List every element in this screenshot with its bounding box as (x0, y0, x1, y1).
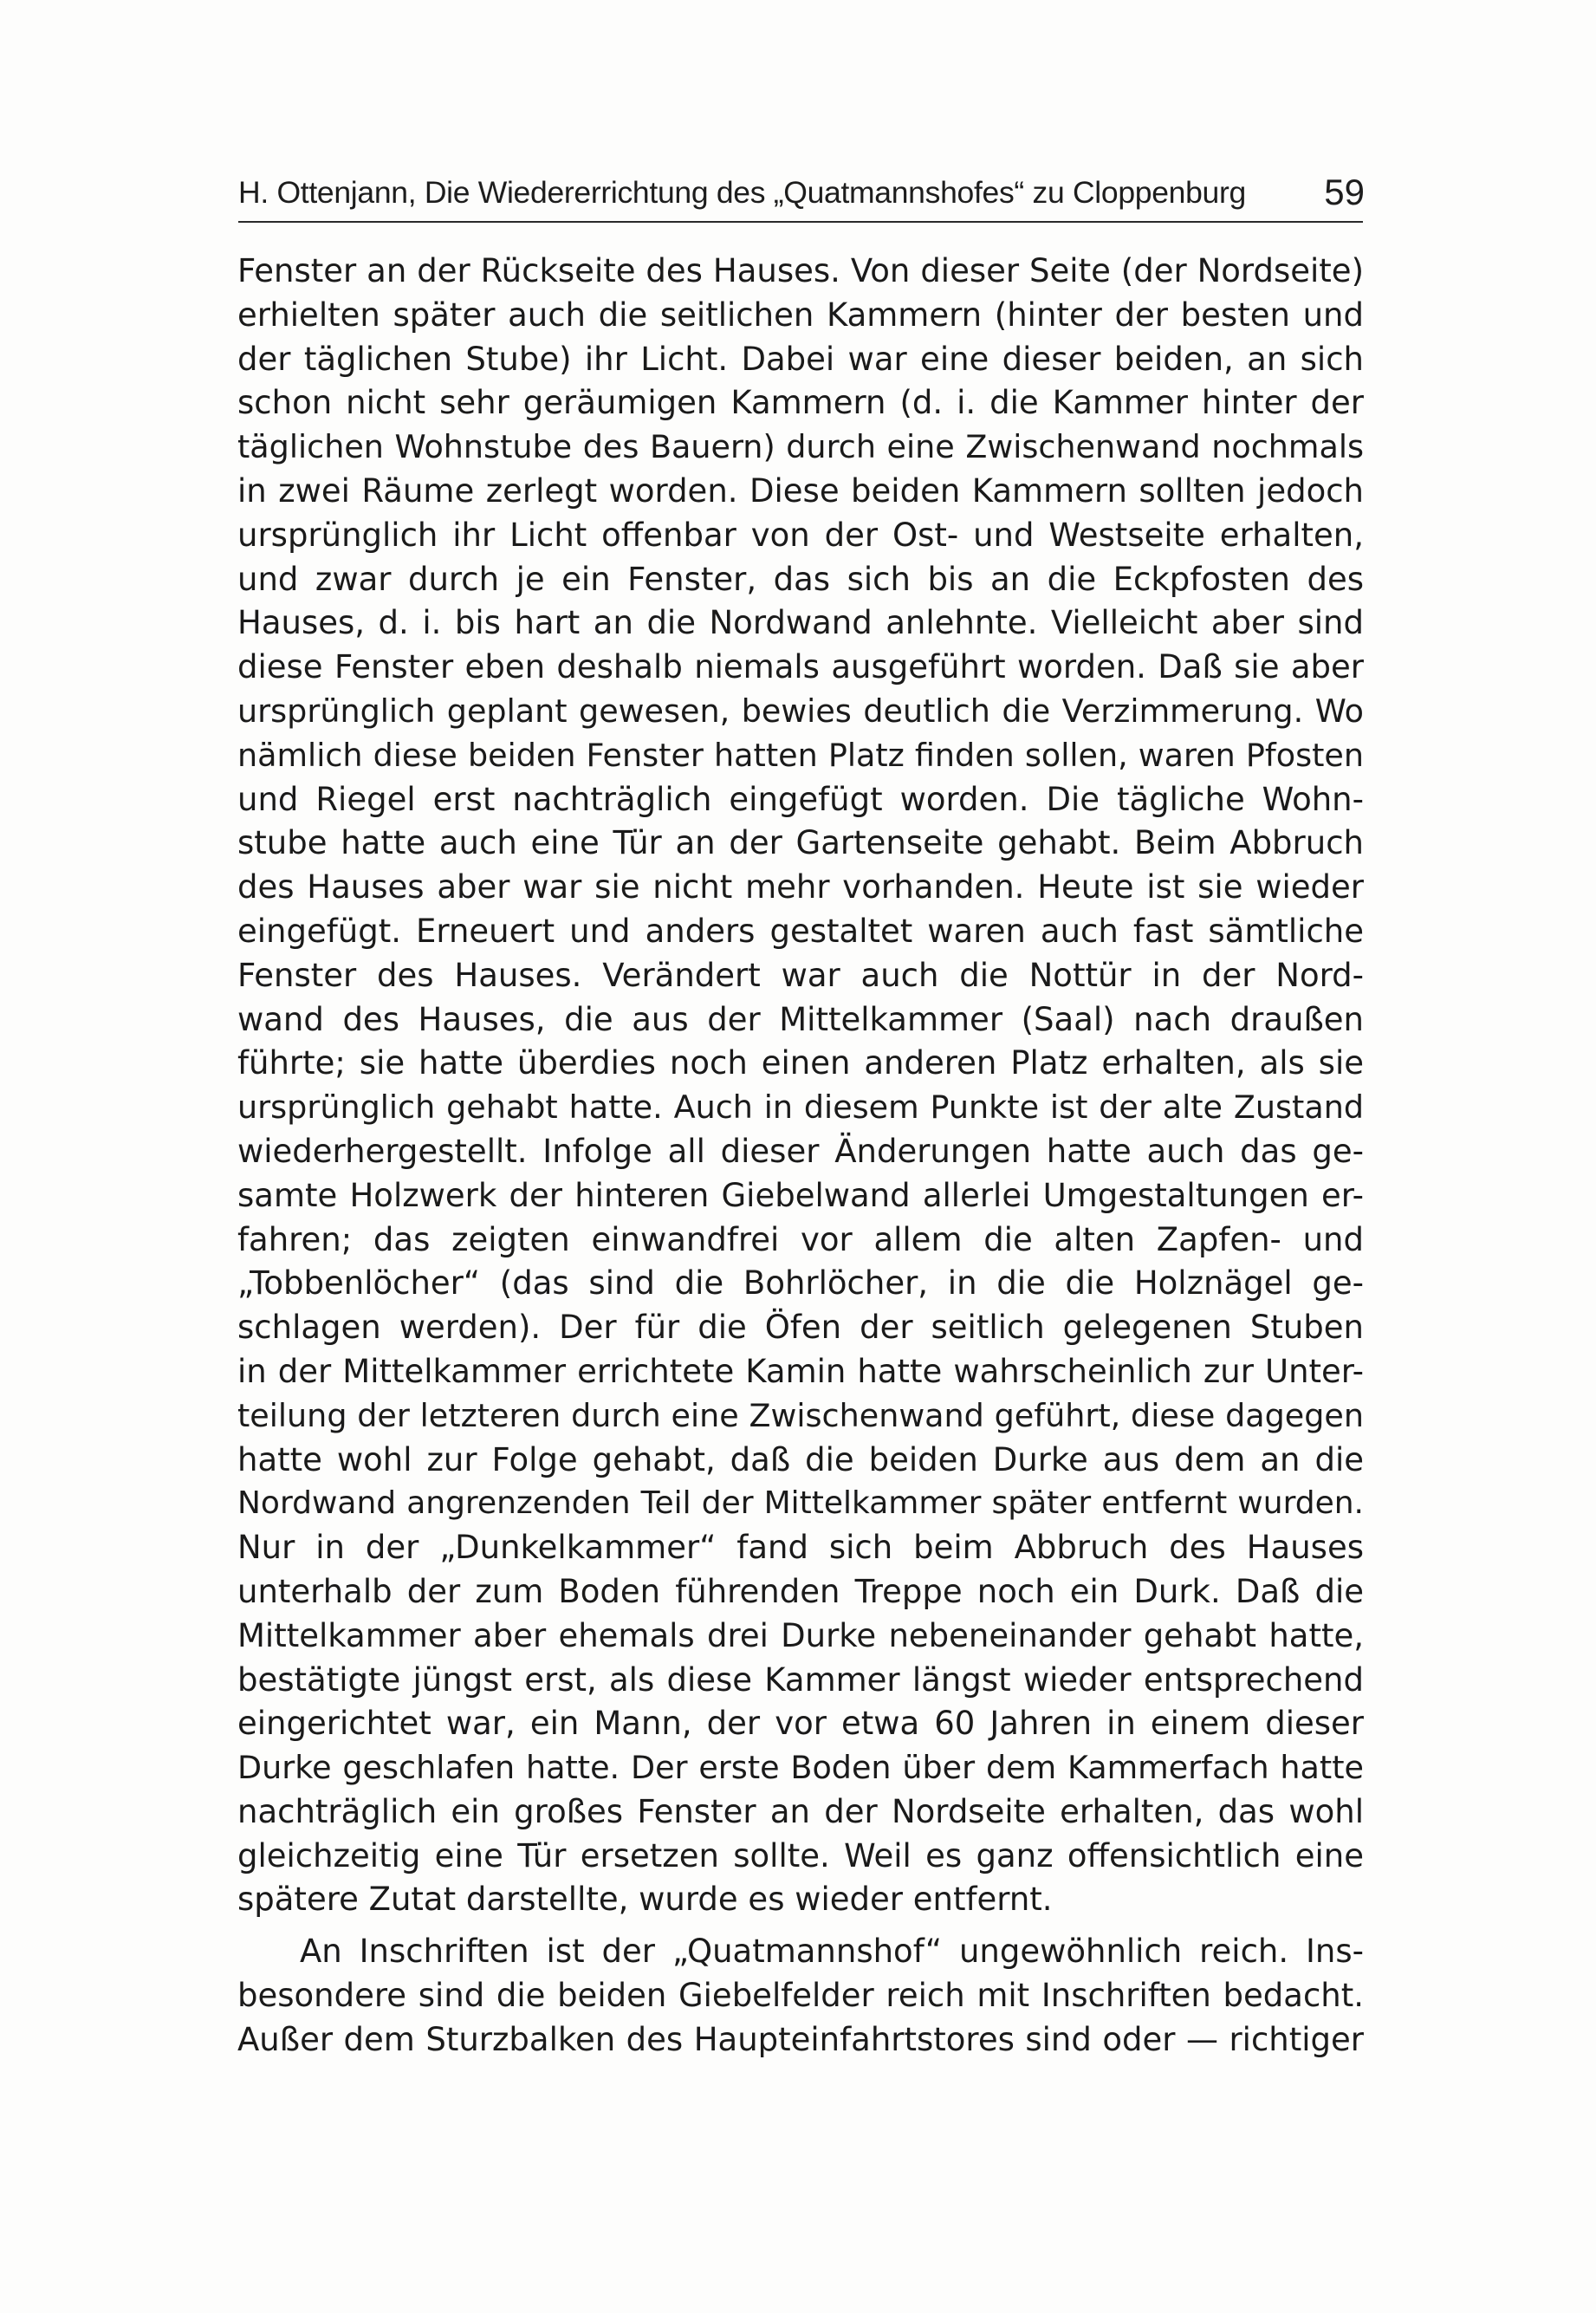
text-line: fahren; das zeigten einwandfrei vor allem die alten Zapfen- und (237, 1220, 1364, 1258)
paragraph (237, 250, 1364, 1922)
text-line: An Inschriften ist der „Quatmannshof“ ungewöhnlich reich. Ins- (300, 1933, 1364, 1971)
paragraph-gap (237, 1922, 1364, 1930)
text-line: Außer dem Sturzbalken des Haupteinfahrtstores sind oder — richtiger (237, 2020, 1364, 2058)
text-line: in zwei Räume zerlegt worden. Diese beiden Kammern sollten jedoch (237, 471, 1364, 510)
running-head (238, 168, 1365, 222)
text-line: wiederhergestellt. Infolge all dieser Änderungen hatte auch das ge- (237, 1132, 1364, 1170)
text-line: der täglichen Stube) ihr Licht. Dabei war eine dieser beiden, an sich (237, 340, 1364, 378)
text-line: „Tobbenlöcher“ (das sind die Bohrlöcher, in die die Holznägel ge- (237, 1264, 1364, 1303)
paragraph (237, 1922, 1364, 2062)
text-line: erhielten später auch die seitlichen Kammern (hinter der besten und (237, 296, 1364, 334)
text-line: Mittelkammer aber ehemals drei Durke nebeneinander gehabt hatte, (237, 1616, 1364, 1654)
text-line: stube hatte auch eine Tür an der Gartenseite gehabt. Beim Abbruch (237, 824, 1364, 862)
text-line: wand des Hauses, die aus der Mittelkammer (Saal) nach draußen (237, 1000, 1364, 1038)
text-line: Fenster des Hauses. Verändert war auch die Nottür in der Nord- (237, 956, 1364, 994)
text-line: eingerichtet war, ein Mann, der vor etwa 60 Jahren in einem dieser (237, 1705, 1364, 1743)
text-line: in der Mittelkammer errichtete Kamin hatte wahrscheinlich zur Unter- (237, 1352, 1364, 1390)
text-line: eingefügt. Erneuert und anders gestaltet waren auch fast sämtliche (237, 912, 1364, 950)
text-line: schon nicht sehr geräumigen Kammern (d. i. die Kammer hinter der (237, 384, 1364, 422)
body-text (237, 250, 1364, 2063)
text-line: spätere Zutat darstellte, wurde es wieder entfernt. (237, 1881, 1053, 1919)
running-head-title: H. Ottenjann, Die Wiedererrichtung des „Quatmannshofes“ zu Cloppenburg (238, 175, 1246, 210)
page-number: 59 (1324, 172, 1365, 212)
text-line: führte; sie hatte überdies noch einen anderen Platz erhalten, als sie (237, 1044, 1364, 1082)
text-line: besondere sind die beiden Giebelfelder reich mit Inschriften bedacht. (237, 1977, 1364, 2015)
text-line: hatte wohl zur Folge gehabt, daß die beiden Durke aus dem an die (237, 1440, 1364, 1478)
text-line: ursprünglich geplant gewesen, bewies deutlich die Verzimmerung. Wo (237, 692, 1364, 730)
text-line: und Riegel erst nachträglich eingefügt worden. Die tägliche Wohn- (237, 780, 1364, 818)
text-line: Nur in der „Dunkelkammer“ fand sich beim Abbruch des Hauses (237, 1529, 1364, 1567)
text-line: diese Fenster eben deshalb niemals ausgeführt worden. Daß sie aber (237, 648, 1364, 686)
text-line: unterhalb der zum Boden führenden Treppe noch ein Durk. Daß die (237, 1572, 1364, 1610)
text-line: täglichen Wohnstube des Bauern) durch eine Zwischenwand nochmals (237, 428, 1364, 466)
text-line: ursprünglich gehabt hatte. Auch in diesem Punkte ist der alte Zustand (237, 1088, 1364, 1127)
text-line: Fenster an der Rückseite des Hauses. Von dieser Seite (der Nordseite) (237, 252, 1364, 289)
text-line: teilung der letzteren durch eine Zwischenwand geführt, diese dagegen (237, 1396, 1364, 1434)
text-line: schlagen werden). Der für die Öfen der seitlich gelegenen Stuben (237, 1309, 1364, 1347)
text-line: nachträglich ein großes Fenster an der Nordseite erhalten, das wohl (237, 1792, 1364, 1830)
text-line: Hauses, d. i. bis hart an die Nordwand anlehnte. Vielleicht aber sind (237, 604, 1364, 642)
text-line: ursprünglich ihr Licht offenbar von der Ost- und Westseite erhalten, (237, 516, 1364, 554)
text-line: des Hauses aber war sie nicht mehr vorhanden. Heute ist sie wieder (237, 868, 1364, 906)
text-line: bestätigte jüngst erst, als diese Kammer längst wieder entsprechend (237, 1660, 1364, 1699)
text-line: samte Holzwerk der hinteren Giebelwand allerlei Umgestaltungen er- (237, 1176, 1364, 1214)
text-line: gleichzeitig eine Tür ersetzen sollte. Weil es ganz offensichtlich eine (237, 1836, 1364, 1874)
text-line: Nordwand angrenzenden Teil der Mittelkammer später entfernt wurden. (237, 1485, 1364, 1522)
text-line: und zwar durch je ein Fenster, das sich bis an die Eckpfosten des (237, 560, 1364, 598)
text-line: nämlich diese beiden Fenster hatten Platz finden sollen, waren Pfosten (237, 736, 1364, 774)
header-rule (238, 221, 1363, 223)
text-line: Durke geschlafen hatte. Der erste Boden über dem Kammerfach hatte (237, 1749, 1364, 1787)
